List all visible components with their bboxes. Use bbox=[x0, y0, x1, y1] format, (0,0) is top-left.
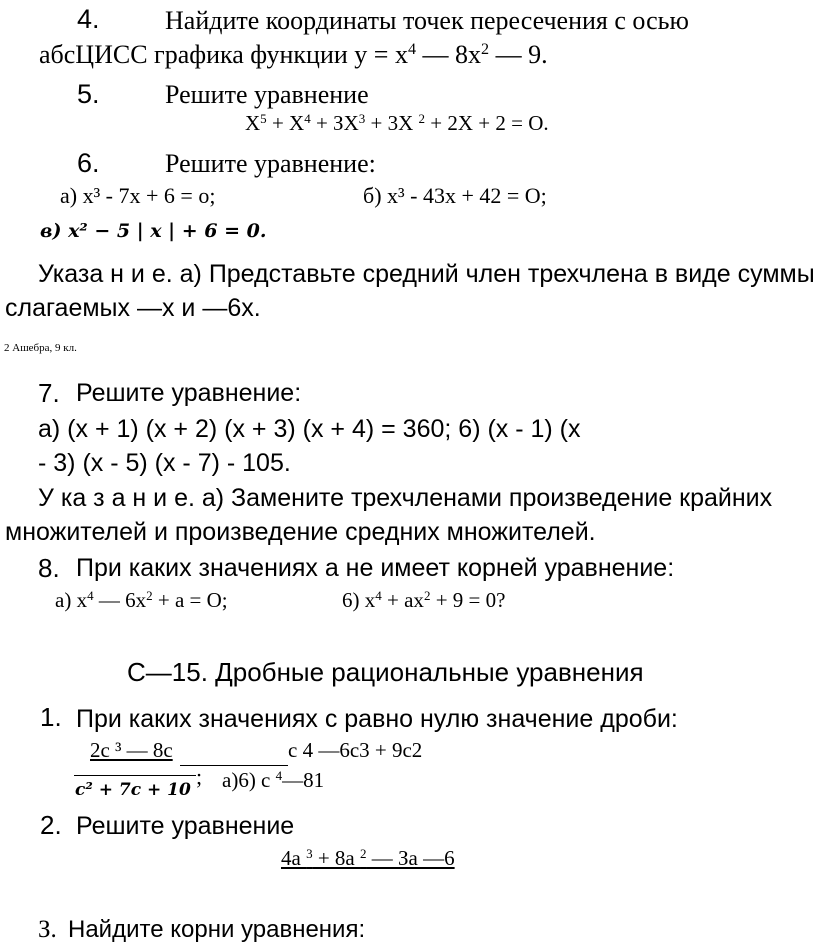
problem-5-eq-a: Х bbox=[245, 111, 261, 135]
problem-5-equation bbox=[245, 110, 549, 135]
problem-5-number: 5. bbox=[77, 79, 100, 109]
s2-eq-a: 4а bbox=[281, 846, 307, 870]
problem-8-a-pre: а) х bbox=[55, 588, 88, 612]
s1-tail-pre: а)6) с bbox=[222, 768, 276, 792]
problem-8-b-e2: 2 bbox=[423, 587, 431, 603]
problem-5-eq-e3: 3 bbox=[358, 110, 366, 126]
problem-6-hint-line-1: Указа н и е. а) Представьте средний член трехчлена в виде суммы bbox=[38, 260, 815, 288]
problem-4-exp-2: 2 bbox=[481, 41, 490, 59]
s1-number: 1. bbox=[40, 702, 62, 732]
problem-8-a-e1: 4 bbox=[87, 587, 94, 603]
s2-equation bbox=[281, 845, 455, 870]
problem-4-exp-1: 4 bbox=[407, 41, 417, 59]
s1-title: При каких значениях с равно нулю значение дроби: bbox=[76, 705, 678, 733]
s1-numerator: 2с ³ — 8с bbox=[90, 738, 173, 762]
problem-4-text-c: — 9. bbox=[489, 40, 548, 69]
problem-8-b-e1: 4 bbox=[375, 587, 382, 603]
problem-7-hint-line-1: У ка з а н и е. а) Замените трехчленами произведение крайних bbox=[38, 484, 773, 512]
problem-6-part-a: а) х³ - 7х + 6 = о; bbox=[60, 183, 216, 208]
s3-title: Найдите корни уравнения: bbox=[68, 916, 366, 943]
problem-5-eq-f: + 2Х + 2 = О. bbox=[425, 111, 549, 135]
s2-eq-e1: 3 bbox=[306, 845, 313, 861]
s1-denominator: c² + 7c + 10 bbox=[75, 780, 191, 800]
problem-7-line-2: - 3) (х - 5) (х - 7) - 105. bbox=[38, 449, 291, 477]
problem-4-line-1: Найдите координаты точек пересечения с осью bbox=[165, 6, 689, 35]
problem-8-part-b bbox=[342, 587, 506, 612]
problem-8-part-a bbox=[55, 587, 228, 612]
problem-6-hint-line-2: слагаемых —х и —6х. bbox=[5, 294, 261, 322]
problem-5-title: Решите уравнение bbox=[165, 80, 369, 109]
problem-5-eq-e4: 2 bbox=[418, 110, 426, 126]
problem-7-hint-line-2: множителей и произведение средних множителей. bbox=[5, 518, 596, 546]
problem-5-eq-e1: 5 bbox=[260, 110, 267, 126]
problem-4-line-2 bbox=[39, 42, 548, 68]
s1-tail-exp: 4 bbox=[275, 767, 283, 783]
s1-tail bbox=[222, 767, 325, 792]
problem-6-title: Решите уравнение: bbox=[165, 149, 376, 178]
problem-4-number: 4. bbox=[77, 4, 100, 34]
s2-number: 2. bbox=[40, 810, 62, 840]
problem-8-b-suf: + 9 = 0? bbox=[430, 588, 506, 612]
problem-7-line-1: а) (х + 1) (х + 2) (х + 3) (х + 4) = 360; 6) (х - 1) (х bbox=[38, 415, 581, 443]
problem-5-eq-d: + 3Х bbox=[365, 111, 419, 135]
problem-7-title: Решите уравнение: bbox=[76, 379, 302, 407]
problem-8-title: При каких значениях а не имеет корней уравнение: bbox=[76, 554, 675, 582]
problem-8-number: 8. bbox=[38, 553, 60, 583]
problem-4-text-a: абсЦИСС графика функции у = х bbox=[39, 40, 408, 69]
s3-number: З. bbox=[38, 916, 57, 943]
s2-eq-c: — За —6 bbox=[366, 846, 455, 870]
problem-8-b-pre: 6) х bbox=[342, 588, 376, 612]
problem-5-eq-b: + Х bbox=[266, 111, 305, 135]
s1-right-numerator: с 4 —6с3 + 9с2 bbox=[288, 738, 423, 762]
s2-eq-e2: 2 bbox=[360, 845, 367, 861]
s1-fraction-bar-main bbox=[74, 775, 196, 776]
footer-note: 2 Ашебра, 9 кл. bbox=[4, 342, 77, 354]
problem-8-a-suf: + а = О; bbox=[152, 588, 228, 612]
s2-title: Решите уравнение bbox=[76, 812, 295, 840]
problem-8-a-e2: 2 bbox=[146, 587, 153, 603]
s2-eq-b: + 8а bbox=[312, 846, 361, 870]
problem-8-a-mid: — 6х bbox=[93, 588, 147, 612]
problem-8-b-mid: + ах bbox=[381, 588, 424, 612]
problem-6-part-b: б) х³ - 43х + 42 = О; bbox=[363, 183, 547, 208]
section-title: С—15. Дробные рациональные уравнения bbox=[127, 657, 644, 687]
s1-tail-suf: —81 bbox=[282, 768, 325, 792]
s1-semicolon: ; bbox=[196, 764, 203, 789]
problem-7-number: 7. bbox=[38, 378, 60, 408]
problem-6-number: 6. bbox=[77, 148, 100, 178]
problem-5-eq-c: + ЗХ bbox=[310, 111, 359, 135]
problem-5-eq-e2: 4 bbox=[304, 110, 311, 126]
problem-6-part-v: в) x² − 5 | x | + 6 = 0. bbox=[40, 220, 267, 242]
problem-4-text-b: — 8х bbox=[416, 40, 482, 69]
